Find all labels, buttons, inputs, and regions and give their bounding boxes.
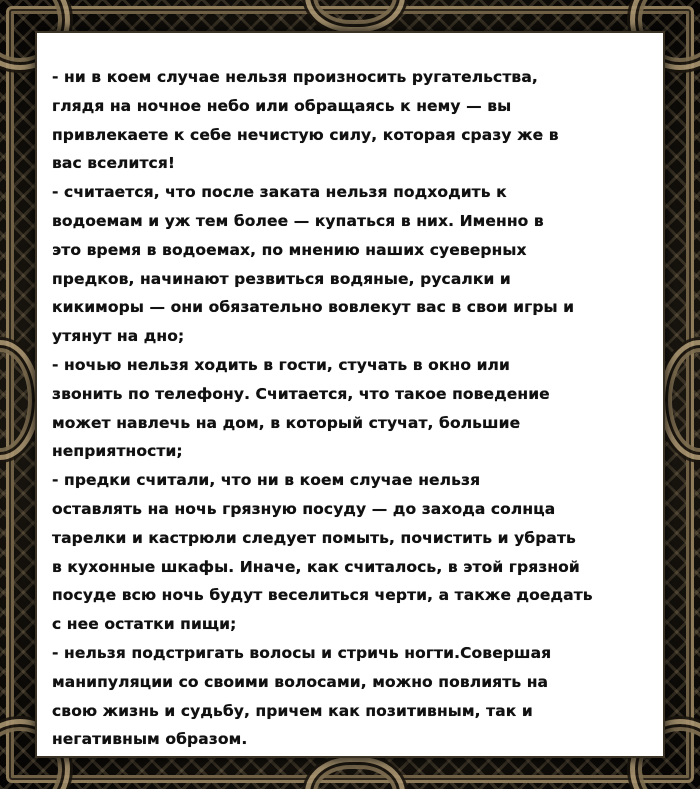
paragraph-dirty-dishes: - предки считали, что ни в коем случае нельзя оставлять на ночь грязную посуду — до захода солнца тарелки и кастрюли следует помыть, почистить и убрать в кухонные шкафы. Иначе, как считалось, в этой грязной посуде всю ночь будут веселиться черти, а также доедать с нее остатки пищи;: [52, 471, 593, 634]
top-ornament: [305, 0, 405, 32]
text-page: [37, 33, 663, 756]
bottom-ornament: [305, 757, 405, 789]
paragraph-night-visits: - ночью нельзя ходить в гости, стучать в окно или звонить по телефону. Считается, что такое поведение может навлечь на дом, в который стучат, большие неприятности;: [52, 355, 550, 461]
paragraph-curse-night-sky: - ни в коем случае нельзя произносить ругательства, глядя на ночное небо или обращаясь к нему — вы привлекаете к себе нечистую силу, которая сразу же в вас вселится!: [52, 68, 559, 173]
paragraph-water-after-sunset: - считается, что после заката нельзя подходить к водоемам и уж тем более — купаться в них. Именно в это время в водоемах, по мнению наших суеверных предков, начинают резвиться водяные, русалки и кикиморы — они обязательно вовлекут вас в свои игры и утянут на дно;: [52, 183, 575, 346]
right-ornament: [660, 340, 700, 460]
paragraph-hair-nails: - нельзя подстригать волосы и стричь ногти.Совершая манипуляции со своими волосами, можно повлиять на свою жизнь и судьбу, причем как позитивным, так и негативным образом.: [52, 643, 552, 749]
left-ornament: [0, 340, 40, 460]
